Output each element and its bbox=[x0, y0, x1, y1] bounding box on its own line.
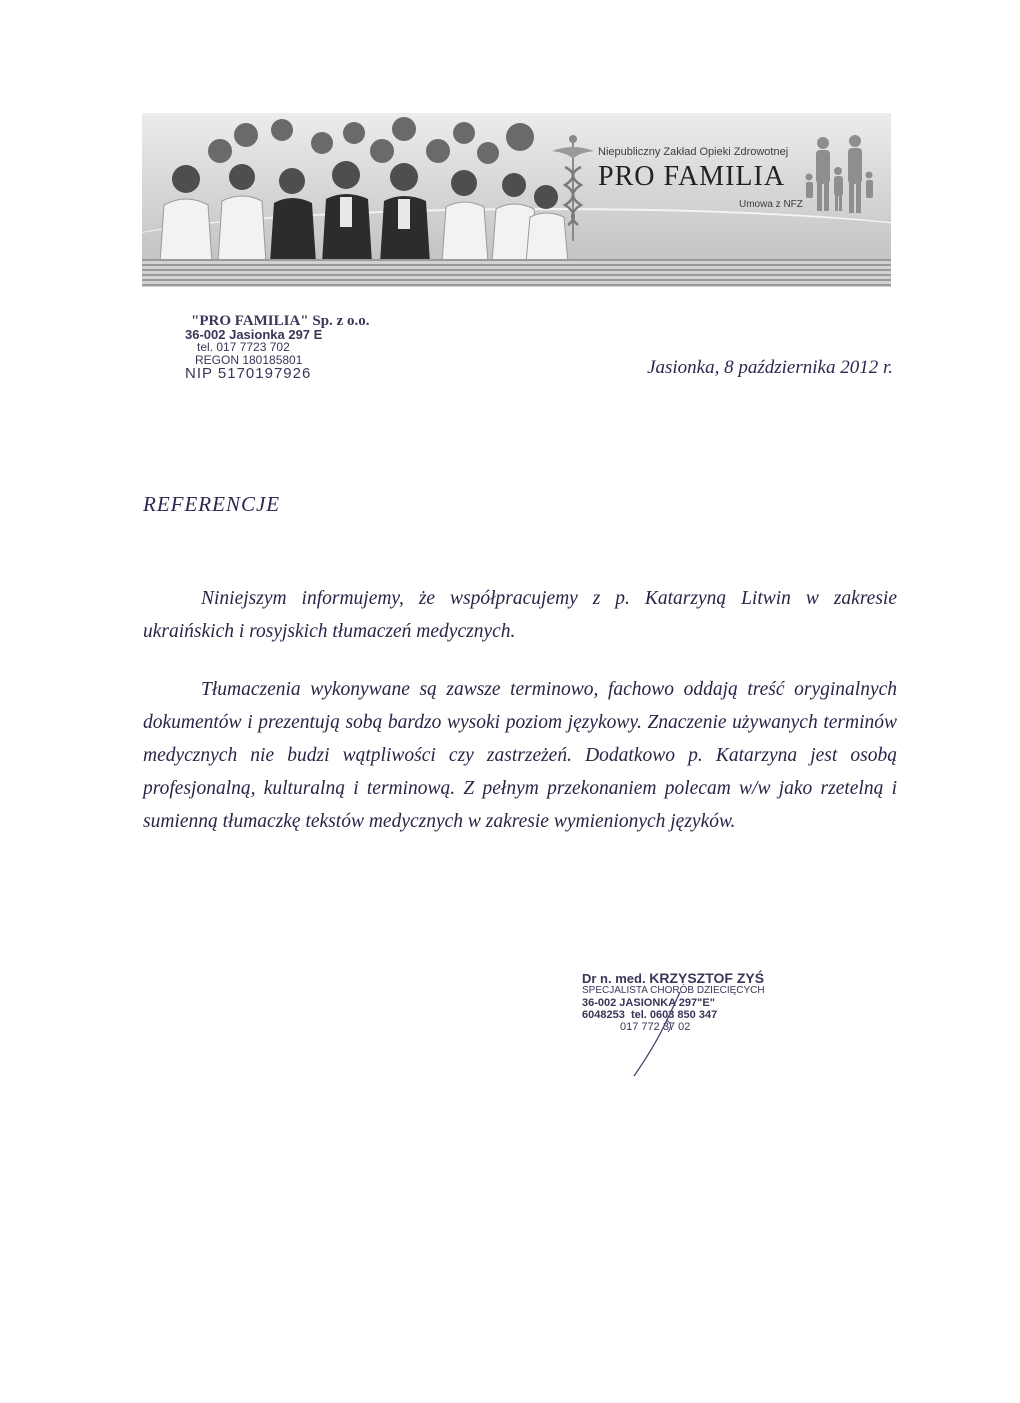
paragraph-intro: Niniejszym informujemy, że współpracujemy z p. Katarzyną Litwin w zakresie ukraińskich i rosyjskich tłumaczeń medycznych. bbox=[143, 588, 897, 642]
doctor-id-number: 6048253 bbox=[582, 1009, 625, 1021]
document-heading: REFERENCJE bbox=[143, 492, 281, 516]
doctor-address: 36-002 JASIONKA 297"E" bbox=[582, 997, 715, 1009]
staff-photo bbox=[142, 113, 582, 263]
date-line: Jasionka, 8 października 2012 r. bbox=[647, 357, 893, 378]
paragraph-recommendation: Tłumaczenia wykonywane są zawsze terminowo, fachowo oddają treść oryginalnych dokumentów i prezentują sobą bardzo wysoki poziom językowy. Znaczenie używanych terminów medycznych nie budzi wątpliwości czy zastrzeżeń. Dodatkowo p. Katarzyna jest osobą profesjonalną, kulturalną i terminową. Z pełnym przekonaniem polecam w/w jako rzetelną i sumienną tłumaczkę tekstów medycznych w zakresie wymienionych języków. bbox=[143, 679, 897, 832]
caduceus-icon bbox=[548, 133, 598, 243]
stamp-nip: NIP 5170197926 bbox=[185, 365, 312, 382]
stamp-regon: REGON 180185801 bbox=[195, 353, 303, 367]
stamp-address: 36-002 Jasionka 297 E bbox=[185, 327, 323, 342]
family-silhouette-icon bbox=[805, 131, 875, 221]
stamp-company-name: "PRO FAMILIA" Sp. z o.o. bbox=[191, 313, 370, 329]
doctor-phone-2: 017 772 37 02 bbox=[620, 1021, 691, 1033]
nfz-contract: Umowa z NFZ bbox=[739, 199, 803, 210]
banner-stripes bbox=[142, 259, 891, 287]
letterhead-banner bbox=[142, 113, 891, 287]
facility-type: Niepubliczny Zakład Opieki Zdrowotnej bbox=[598, 146, 789, 158]
stamp-phone: tel. 017 7723 702 bbox=[197, 340, 290, 354]
doctor-phone-1: tel. 0603 850 347 bbox=[630, 1009, 718, 1021]
brand-name: PRO FAMILIA bbox=[598, 161, 786, 192]
doctor-title: Dr n. med. bbox=[582, 971, 646, 986]
doctor-specialty: SPECJALISTA CHORÓB DZIECIĘCYCH bbox=[582, 985, 765, 996]
handwritten-signature bbox=[622, 990, 692, 1080]
doctor-name: KRZYSZTOF ZYŚ bbox=[649, 970, 765, 986]
